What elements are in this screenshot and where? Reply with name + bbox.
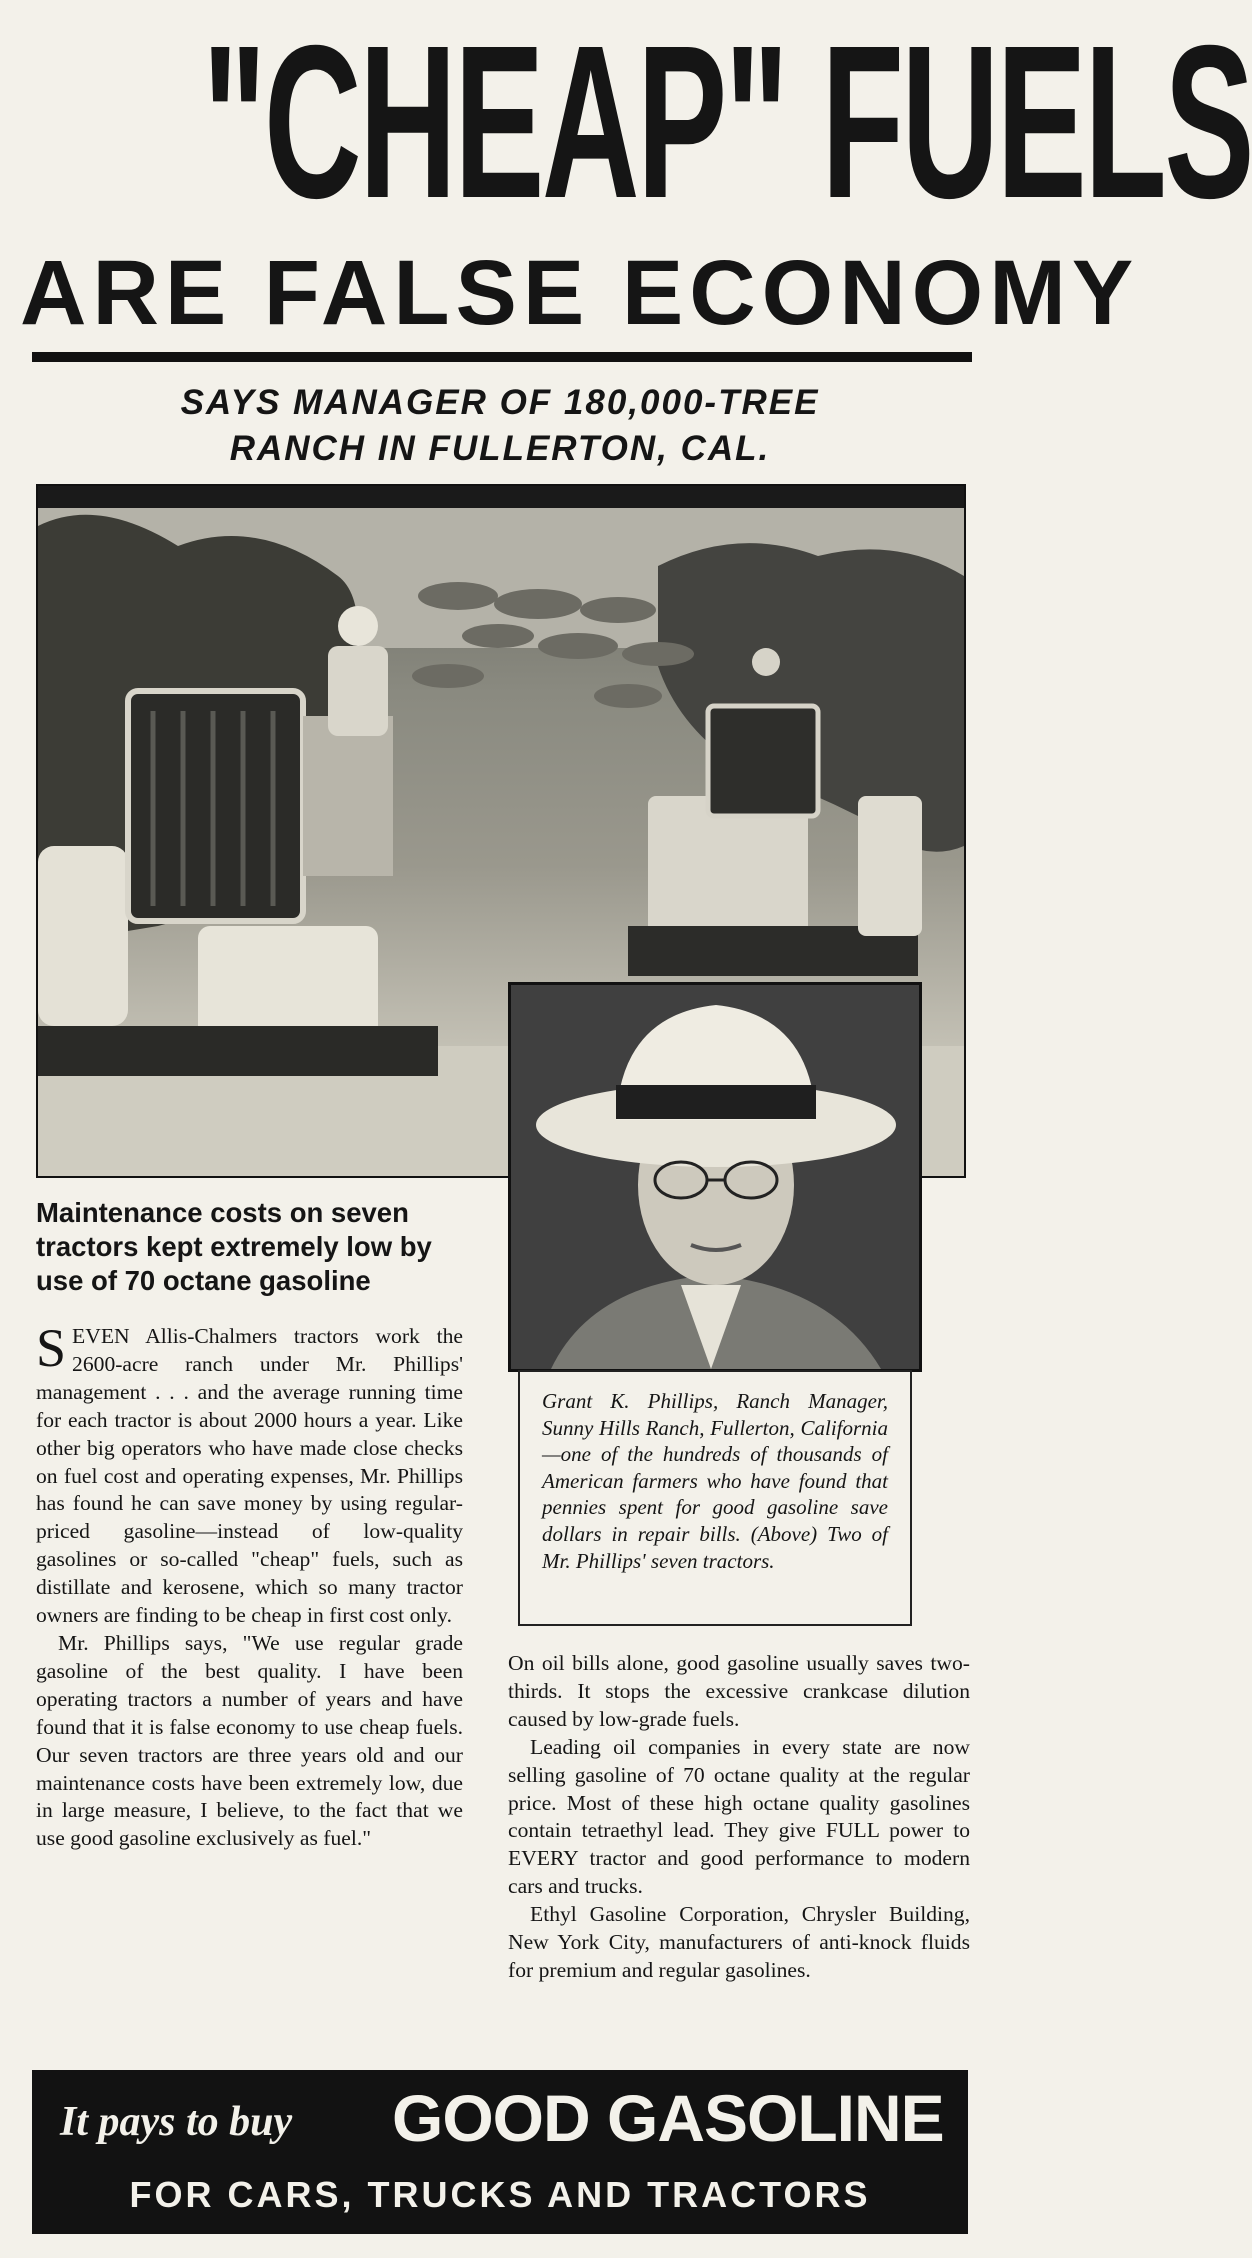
- banner-line2: FOR CARS, TRUCKS AND TRACTORS: [129, 2174, 871, 2215]
- bottom-banner: [32, 2070, 968, 2234]
- divider-rule: [32, 352, 972, 362]
- portrait-illustration: [511, 985, 919, 1369]
- article-column-left: [36, 1318, 463, 1853]
- portrait-photo: [508, 982, 922, 1372]
- subheadline-line2: RANCH IN FULLERTON, CAL.: [229, 429, 771, 468]
- photo-caption: Grant K. Phillips, Ranch Manager, Sunny Hills Ranch, Fullerton, California—one of the hundreds of thousands of American farmers who have found that pennies spent for good gasoline save dollars in repair bills. (Above) Two of Mr. Phillips' seven tractors.: [518, 1370, 912, 1626]
- article-paragraph-2: Mr. Phillips says, "We use regular grade gasoline of the best quality. I have been operating tractors a number of years and have found that it is false economy to use cheap fuels. Our seven tractors are three years old and our maintenance costs have been extremely low, due in large measure, I believe, to the fact that we use good gasoline exclusively as fuel.": [36, 1630, 463, 1851]
- banner-lead: It pays to buy: [60, 2099, 293, 2145]
- article-column-right: [508, 1650, 970, 1985]
- banner-main: GOOD GASOLINE: [392, 2081, 944, 2155]
- article-paragraph-5: Ethyl Gasoline Corporation, Chrysler Building, New York City, manufacturers of anti-knock fluids for premium and regular gasolines.: [508, 1902, 970, 1982]
- drop-cap: S: [36, 1318, 67, 1378]
- subheadline-line1: SAYS MANAGER OF 180,000-TREE: [180, 383, 820, 422]
- article-paragraph-4: Leading oil companies in every state are now selling gasoline of 70 octane quality at the regular price. Most of these high octane quality gasolines contain tetraethyl lead. They give FULL power to EVERY tractor and good performance to modern cars and trucks.: [508, 1734, 970, 1899]
- headline-line1: "CHEAP" FUELS: [202, 1, 1252, 244]
- headline-area: [0, 0, 1252, 244]
- headline-line2: ARE FALSE ECONOMY: [20, 242, 1140, 344]
- section-heading: Maintenance costs on seven tractors kept extremely low by use of 70 octane gasoline: [36, 1197, 432, 1296]
- article-paragraph-3: On oil bills alone, good gasoline usually saves two-thirds. It stops the excessive crankcase dilution caused by low-grade fuels.: [508, 1651, 970, 1731]
- article-paragraph-1: SEVEN Allis-Chalmers tractors work the 2600-acre ranch under Mr. Phillips' management . . . and the average running time for each tractor is about 2000 hours a year. Like other big operators who have made close checks on fuel cost and operating expenses, Mr. Phillips has found he can save money by using regular-priced gasoline—instead of low-quality gasolines or so-called "cheap" fuels, such as distillate and kerosene, which so many tractor owners are finding to be cheap in first cost only.: [36, 1318, 463, 1628]
